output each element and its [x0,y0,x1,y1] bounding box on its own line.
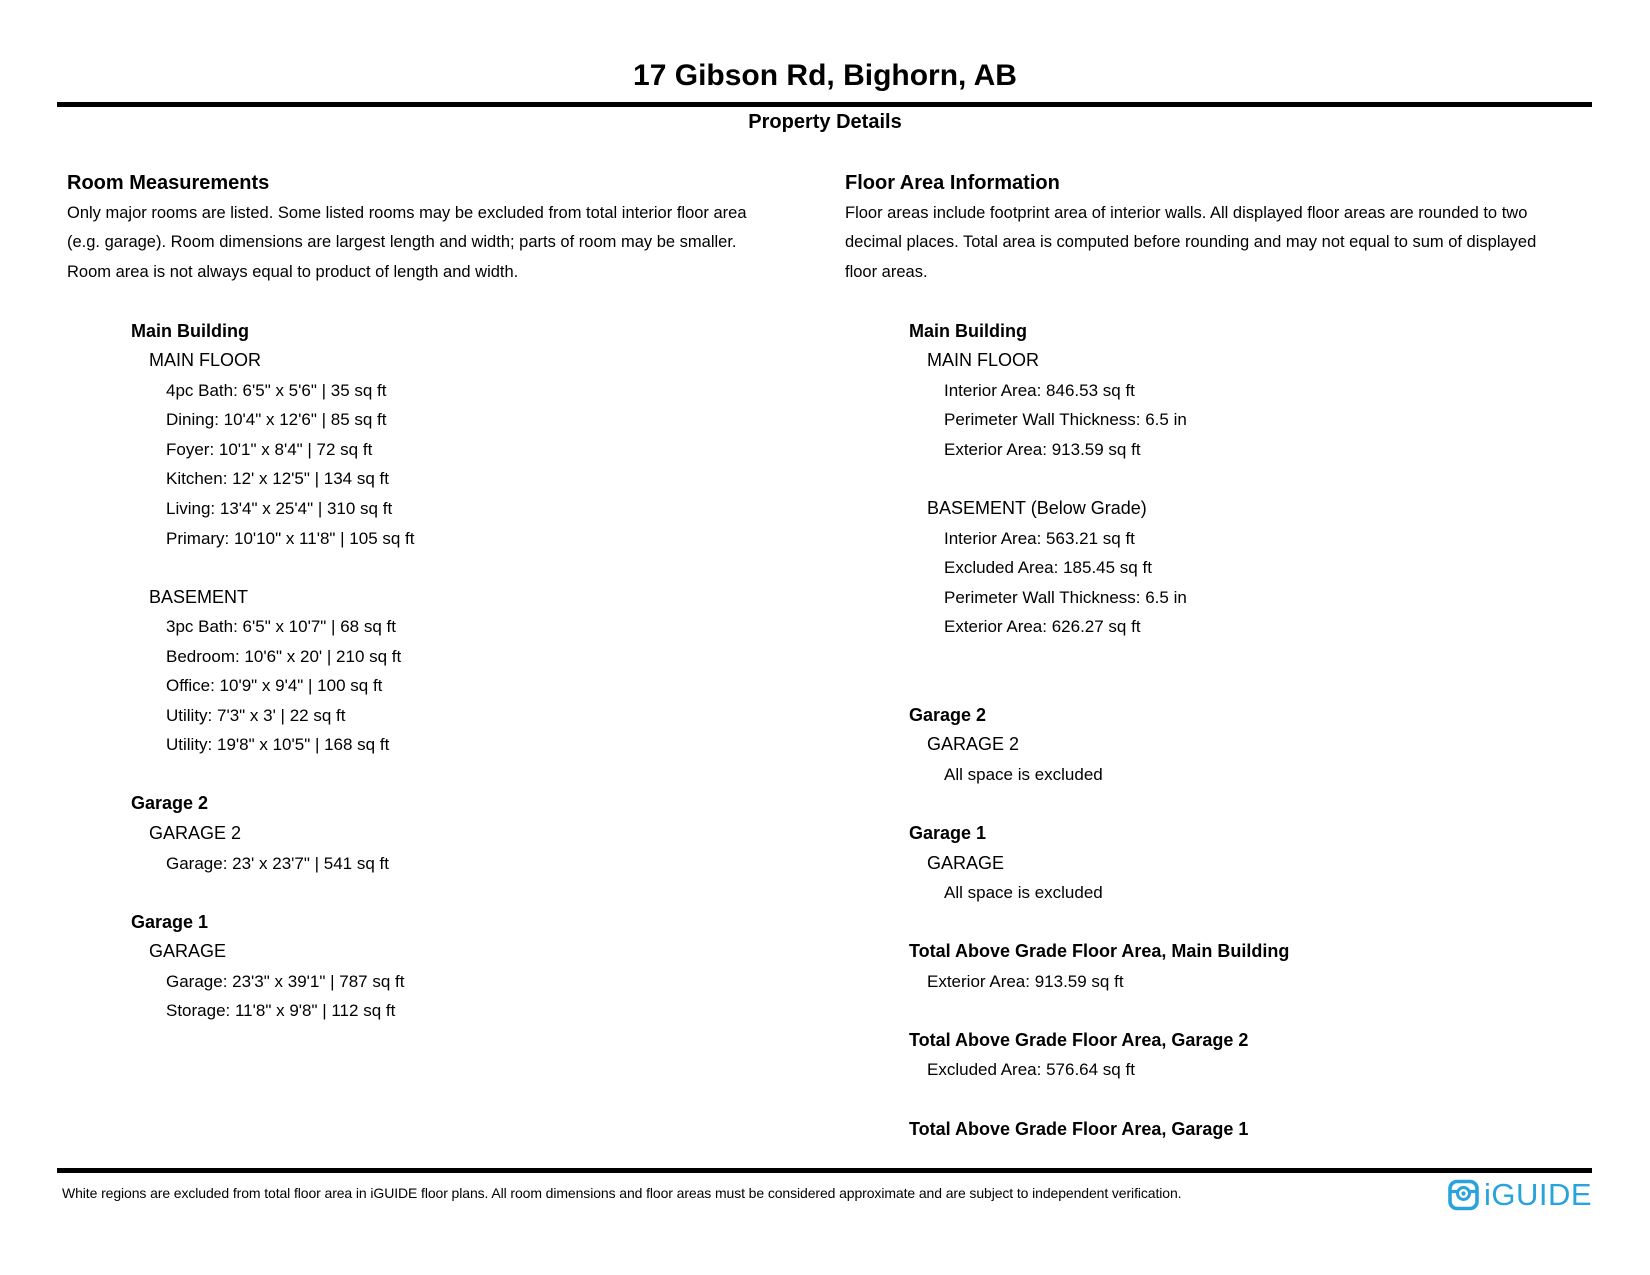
footer-disclaimer: White regions are excluded from total floor area in iGUIDE floor plans. All room dimensions and floor areas must be considered approximate and are subject to independent verification. [62,1185,1182,1201]
room-line: Primary: 10'10" x 11'8" | 105 sq ft [166,528,415,548]
building-name: Garage 1 [909,823,987,844]
floor-name: BASEMENT (Below Grade) [927,498,1147,519]
spacer [67,878,797,908]
room-line: Dining: 10'4" x 12'6" | 85 sq ft [166,410,387,430]
floor-name: MAIN FLOOR [149,350,262,371]
spacer [845,1085,1605,1115]
area-detail-line: Perimeter Wall Thickness: 6.5 in [944,587,1187,607]
area-detail-line: Exterior Area: 626.27 sq ft [944,617,1141,637]
description-line: (e.g. garage). Room dimensions are largest length and width; parts of room may be smaller. [67,233,737,252]
building-name: Garage 2 [909,704,987,725]
description-line: Floor areas include footprint area of interior walls. All displayed floor areas are rounded to two [845,203,1528,222]
area-detail-line: Interior Area: 846.53 sq ft [944,380,1135,400]
floor-name: MAIN FLOOR [927,350,1040,371]
area-detail-line: All space is excluded [944,764,1103,784]
spacer [845,464,1605,494]
iguide-logo [1447,1177,1592,1212]
page-title: 17 Gibson Rd, Bighorn, AB [633,59,1017,92]
floor-name: GARAGE [149,941,227,962]
floor-name: GARAGE [927,852,1005,873]
total-heading: Total Above Grade Floor Area, Main Building [909,941,1290,962]
page-subtitle: Property Details [748,111,902,133]
room-line: Bedroom: 10'6" x 20' | 210 sq ft [166,646,402,666]
room-line: Garage: 23'3" x 39'1" | 787 sq ft [166,971,405,991]
building-name: Garage 1 [131,911,209,932]
spacer [845,671,1605,701]
spacer [845,789,1605,819]
area-detail-line: Interior Area: 563.21 sq ft [944,528,1135,548]
room-measurements-heading: Room Measurements [67,172,270,194]
description-line: Only major rooms are listed. Some listed rooms may be excluded from total interior floor area [67,203,747,222]
room-line: Living: 13'4" x 25'4" | 310 sq ft [166,499,393,519]
floor-name: GARAGE 2 [149,823,242,844]
room-line: Utility: 19'8" x 10'5" | 168 sq ft [166,735,390,755]
description-line: decimal places. Total area is computed before rounding and may not equal to sum of displayed [845,233,1537,252]
room-line: Kitchen: 12' x 12'5" | 134 sq ft [166,469,389,489]
spacer [845,287,1605,317]
building-name: Garage 2 [131,793,209,814]
spacer [845,908,1605,938]
spacer [845,996,1605,1026]
iguide-camera-icon [1447,1177,1480,1212]
room-measurements-section [67,169,797,1026]
room-line: Garage: 23' x 23'7" | 541 sq ft [166,853,389,873]
total-heading: Total Above Grade Floor Area, Garage 1 [909,1118,1249,1139]
room-line: Foyer: 10'1" x 8'4" | 72 sq ft [166,439,373,459]
header-divider [57,102,1592,107]
spacer [67,760,797,790]
area-detail-line: Exterior Area: 913.59 sq ft [944,439,1141,459]
floor-area-information-section [845,169,1605,1144]
floor-name: GARAGE 2 [927,734,1020,755]
building-name: Main Building [131,320,249,341]
iguide-logo-text: iGUIDE [1484,1176,1593,1212]
description-line: Room area is not always equal to product of length and width. [67,262,519,281]
area-detail-line: Perimeter Wall Thickness: 6.5 in [944,410,1187,430]
area-detail-line: Excluded Area: 185.45 sq ft [944,558,1152,578]
spacer [845,642,1605,672]
spacer [67,287,797,317]
room-line: Office: 10'9" x 9'4" | 100 sq ft [166,676,383,696]
area-detail-line: Excluded Area: 576.64 sq ft [927,1060,1135,1080]
building-name: Main Building [909,320,1027,341]
room-line: Utility: 7'3" x 3' | 22 sq ft [166,705,346,725]
description-line: floor areas. [845,262,928,281]
room-line: 4pc Bath: 6'5" x 5'6" | 35 sq ft [166,380,387,400]
room-line: Storage: 11'8" x 9'8" | 112 sq ft [166,1001,396,1021]
footer-divider [57,1168,1592,1173]
area-detail-line: Exterior Area: 913.59 sq ft [927,971,1124,991]
total-heading: Total Above Grade Floor Area, Garage 2 [909,1029,1249,1050]
room-line: 3pc Bath: 6'5" x 10'7" | 68 sq ft [166,617,396,637]
floor-name: BASEMENT [149,586,249,607]
area-detail-line: All space is excluded [944,883,1103,903]
spacer [67,553,797,583]
floor-area-information-heading: Floor Area Information [845,172,1060,194]
